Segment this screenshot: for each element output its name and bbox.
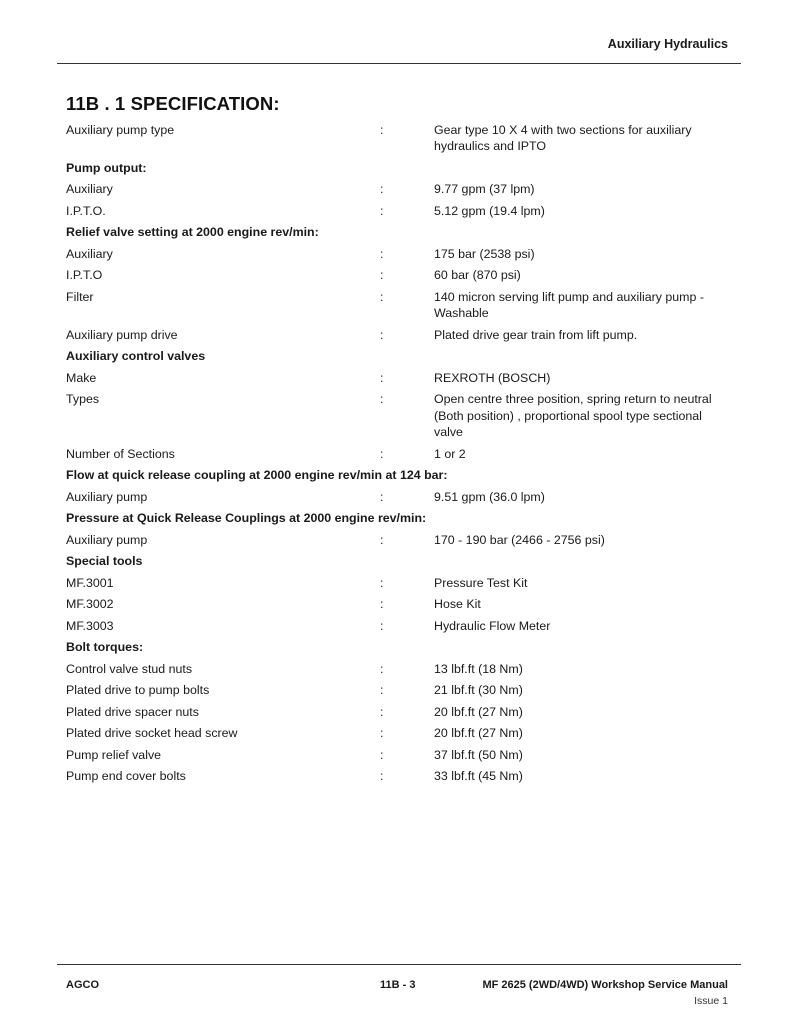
spec-value: Gear type 10 X 4 with two sections for auxiliary hydraulics and IPTO bbox=[434, 122, 692, 153]
spec-separator: : bbox=[380, 446, 384, 461]
spec-group-heading: Bolt torques: bbox=[66, 640, 144, 654]
spec-separator: : bbox=[380, 618, 384, 633]
spec-group-heading: Relief valve setting at 2000 engine rev/min: bbox=[66, 225, 319, 239]
spec-value: 21 lbf.ft (30 Nm) bbox=[434, 683, 523, 697]
spec-value: 60 bar (870 psi) bbox=[434, 268, 521, 282]
spec-row bbox=[66, 286, 746, 324]
spec-row bbox=[66, 594, 746, 616]
spec-label: Number of Sections bbox=[66, 446, 175, 461]
spec-label: Types bbox=[66, 392, 100, 406]
spec-label: Auxiliary pump bbox=[66, 489, 148, 504]
spec-separator: : bbox=[380, 575, 384, 590]
spec-row bbox=[66, 723, 746, 745]
spec-separator: : bbox=[380, 370, 384, 385]
spec-value: 20 lbf.ft (27 Nm) bbox=[434, 704, 523, 719]
spec-value: 170 - 190 bar (2466 - 2756 psi) bbox=[434, 532, 605, 547]
spec-label: Pump relief valve bbox=[66, 747, 162, 762]
spec-value: 9.51 gpm (36.0 lpm) bbox=[434, 489, 545, 504]
spec-label: Auxiliary pump drive bbox=[66, 327, 178, 342]
spec-row bbox=[66, 529, 746, 551]
spec-label: Auxiliary pump type bbox=[66, 122, 175, 137]
spec-row bbox=[66, 572, 746, 594]
spec-label: Plated drive to pump bolts bbox=[66, 683, 210, 697]
header-divider bbox=[57, 63, 741, 64]
spec-label: MF.3001 bbox=[66, 575, 114, 590]
spec-label: Make bbox=[66, 370, 97, 385]
footer-brand: AGCO bbox=[66, 979, 99, 991]
spec-value: REXROTH (BOSCH) bbox=[434, 370, 551, 385]
spec-value: Pressure Test Kit bbox=[434, 575, 528, 590]
spec-row bbox=[66, 265, 746, 287]
spec-row bbox=[66, 701, 746, 723]
spec-row bbox=[66, 486, 746, 508]
spec-group-heading: Special tools bbox=[66, 554, 143, 568]
spec-value: 140 micron serving lift pump and auxiliary pump - Washable bbox=[434, 289, 704, 320]
spec-separator: : bbox=[380, 532, 384, 547]
issue-label: Issue 1 bbox=[694, 995, 728, 1007]
spec-row bbox=[66, 367, 746, 389]
spec-separator: : bbox=[380, 327, 384, 342]
spec-label: Plated drive socket head screw bbox=[66, 726, 238, 740]
spec-label: Auxiliary bbox=[66, 246, 113, 261]
spec-label: I.P.T.O. bbox=[66, 203, 106, 218]
spec-separator: : bbox=[380, 597, 384, 611]
spec-value: Hydraulic Flow Meter bbox=[434, 618, 551, 633]
spec-row bbox=[66, 119, 746, 157]
spec-label: MF.3003 bbox=[66, 618, 114, 633]
running-header-title: Auxiliary Hydraulics bbox=[607, 37, 728, 51]
spec-value: 20 lbf.ft (27 Nm) bbox=[434, 726, 523, 740]
spec-row bbox=[66, 324, 746, 346]
spec-label: I.P.T.O bbox=[66, 268, 103, 282]
spec-value: 1 or 2 bbox=[434, 446, 466, 461]
spec-row bbox=[66, 443, 746, 465]
spec-label: Auxiliary bbox=[66, 182, 113, 196]
spec-separator: : bbox=[380, 182, 384, 196]
spec-group-heading: Auxiliary control valves bbox=[66, 349, 206, 363]
spec-row bbox=[66, 179, 746, 201]
specification-table bbox=[66, 119, 746, 787]
spec-separator: : bbox=[380, 122, 384, 137]
spec-group-heading: Pressure at Quick Release Couplings at 2000 engine rev/min: bbox=[66, 511, 427, 525]
spec-label: Pump end cover bolts bbox=[66, 769, 186, 783]
spec-separator: : bbox=[380, 747, 384, 762]
spec-separator: : bbox=[380, 704, 384, 719]
spec-separator: : bbox=[380, 769, 384, 783]
spec-value: 33 lbf.ft (45 Nm) bbox=[434, 769, 523, 783]
spec-separator: : bbox=[380, 203, 384, 218]
spec-separator: : bbox=[380, 246, 384, 261]
spec-label: Filter bbox=[66, 289, 94, 304]
spec-value: Plated drive gear train from lift pump. bbox=[434, 327, 638, 342]
manual-title: MF 2625 (2WD/4WD) Workshop Service Manual bbox=[482, 979, 728, 991]
spec-separator: : bbox=[380, 489, 384, 504]
spec-row bbox=[66, 200, 746, 222]
spec-row bbox=[66, 615, 746, 637]
page-number: 11B - 3 bbox=[380, 979, 416, 991]
spec-separator: : bbox=[380, 392, 384, 406]
footer-divider bbox=[57, 964, 741, 965]
spec-group-heading: Flow at quick release coupling at 2000 engine rev/min at 124 bar: bbox=[66, 468, 448, 482]
spec-label: Control valve stud nuts bbox=[66, 661, 193, 676]
spec-separator: : bbox=[380, 661, 384, 676]
spec-separator: : bbox=[380, 726, 384, 740]
section-title: 11B . 1 SPECIFICATION: bbox=[66, 93, 280, 114]
spec-row bbox=[66, 680, 746, 702]
spec-value: Open centre three position, spring return to neutral (Both position) , proportional spool type sectional valve bbox=[434, 392, 712, 439]
spec-row bbox=[66, 766, 746, 788]
spec-label: Auxiliary pump bbox=[66, 532, 148, 547]
spec-value: 9.77 gpm (37 lpm) bbox=[434, 182, 535, 196]
spec-row bbox=[66, 658, 746, 680]
spec-separator: : bbox=[380, 289, 384, 304]
spec-value: Hose Kit bbox=[434, 597, 481, 611]
spec-row bbox=[66, 243, 746, 265]
spec-label: Plated drive spacer nuts bbox=[66, 704, 199, 719]
spec-label: MF.3002 bbox=[66, 597, 114, 611]
spec-value: 13 lbf.ft (18 Nm) bbox=[434, 661, 523, 676]
spec-group-heading: Pump output: bbox=[66, 160, 147, 175]
spec-row bbox=[66, 389, 746, 444]
spec-separator: : bbox=[380, 268, 384, 282]
spec-value: 5.12 gpm (19.4 lpm) bbox=[434, 203, 545, 218]
spec-row bbox=[66, 744, 746, 766]
spec-value: 175 bar (2538 psi) bbox=[434, 246, 535, 261]
spec-separator: : bbox=[380, 683, 384, 697]
spec-value: 37 lbf.ft (50 Nm) bbox=[434, 747, 523, 762]
